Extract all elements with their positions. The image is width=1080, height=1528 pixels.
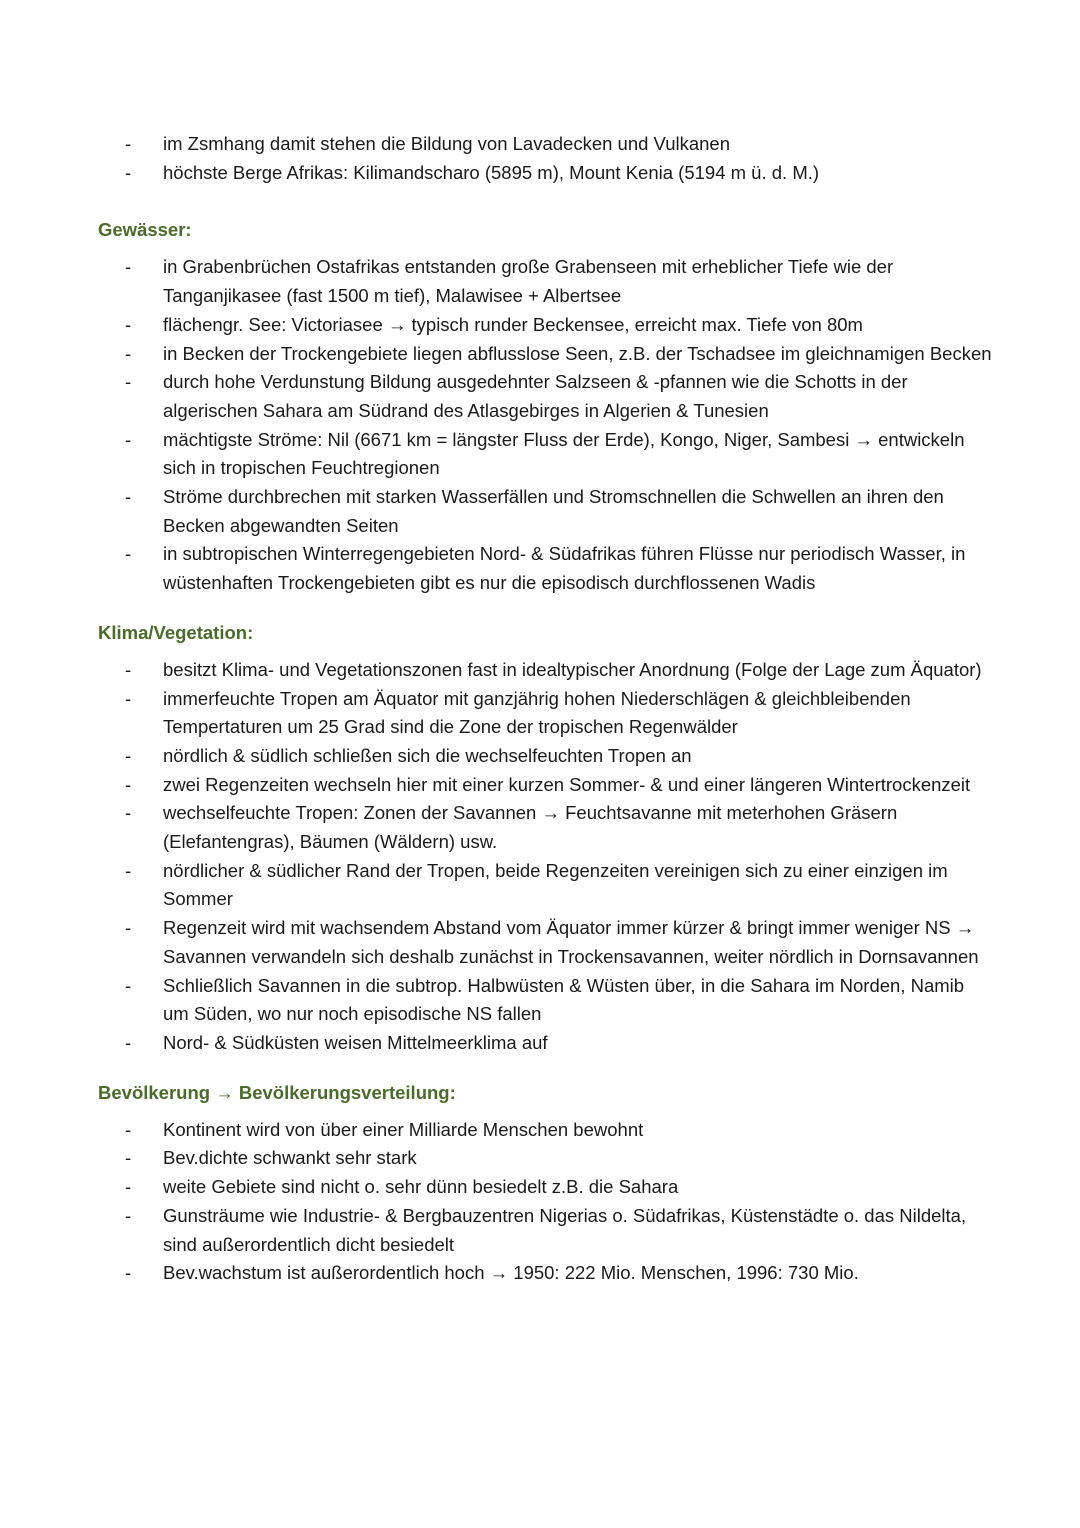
list-item bbox=[125, 799, 993, 856]
bullet-dash: - bbox=[125, 773, 132, 795]
bullet-dash: - bbox=[125, 1204, 132, 1226]
bullet-dash: - bbox=[125, 428, 132, 450]
list-item-text: Nord- & Südküsten weisen Mittelmeerklima auf bbox=[163, 1031, 548, 1053]
list-item-text: wechselfeuchte Tropen: Zonen der Savannen → Feuchtsavanne mit meterhohen Gräsern (Elefantengras), Bäumen (Wäldern) usw. bbox=[163, 802, 898, 853]
list-item bbox=[125, 253, 993, 310]
section-intro bbox=[0, 130, 1080, 187]
list-item bbox=[125, 1259, 993, 1288]
list-item-text: zwei Regenzeiten wechseln hier mit einer kurzen Sommer- & und einer längeren Wintertrockenzeit bbox=[163, 773, 971, 795]
bullet-list-intro bbox=[0, 130, 1080, 187]
list-item-text: mächtigste Ströme: Nil (6671 km = längster Fluss der Erde), Kongo, Niger, Sambesi → entwickeln sich in tropischen Feuchtregionen bbox=[163, 428, 965, 479]
list-item bbox=[125, 914, 993, 971]
section-gewaesser bbox=[0, 207, 1080, 597]
list-item bbox=[125, 742, 993, 771]
bullet-dash: - bbox=[125, 687, 132, 709]
list-item bbox=[125, 159, 993, 188]
list-item bbox=[125, 656, 993, 685]
list-item-text: höchste Berge Afrikas: Kilimandscharo (5895 m), Mount Kenia (5194 m ü. d. M.) bbox=[163, 161, 820, 183]
list-item bbox=[125, 972, 993, 1029]
list-item-text: in Grabenbrüchen Ostafrikas entstanden große Grabenseen mit erheblicher Tiefe wie der Tanganjikasee (fast 1500 m tief), Malawisee + Albertsee bbox=[163, 256, 894, 307]
list-item-text: in Becken der Trockengebiete liegen abflusslose Seen, z.B. der Tschadsee im gleichnamigen Becken bbox=[163, 342, 992, 364]
list-item-text: in subtropischen Winterregengebieten Nord- & Südafrikas führen Flüsse nur periodisch Wasser, in wüstenhaften Trockengebieten gibt es nur die episodisch durchflossenen Wadis bbox=[163, 543, 966, 594]
list-item-text: weite Gebiete sind nicht o. sehr dünn besiedelt z.B. die Sahara bbox=[163, 1176, 679, 1198]
bullet-dash: - bbox=[125, 1262, 132, 1284]
list-item-text: besitzt Klima- und Vegetationszonen fast in idealtypischer Anordnung (Folge der Lage zum Äquator) bbox=[163, 658, 982, 680]
bullet-dash: - bbox=[125, 313, 132, 335]
bullet-dash: - bbox=[125, 744, 132, 766]
bullet-dash: - bbox=[125, 802, 132, 824]
list-item bbox=[125, 311, 993, 340]
list-item bbox=[125, 340, 993, 369]
list-item bbox=[125, 1202, 993, 1259]
list-item bbox=[125, 857, 993, 914]
list-item bbox=[125, 426, 993, 483]
list-item bbox=[125, 1144, 993, 1173]
bullet-dash: - bbox=[125, 1176, 132, 1198]
list-item-text: Kontinent wird von über einer Milliarde Menschen bewohnt bbox=[163, 1118, 644, 1140]
bullet-dash: - bbox=[125, 658, 132, 680]
bullet-dash: - bbox=[125, 161, 132, 183]
list-item-text: immerfeuchte Tropen am Äquator mit ganzjährig hohen Niederschlägen & gleichbleibenden Tempertaturen um 25 Grad sind die Zone der tropischen Regenwälder bbox=[163, 687, 911, 738]
bullet-dash: - bbox=[125, 974, 132, 996]
bullet-dash: - bbox=[125, 543, 132, 565]
bullet-dash: - bbox=[125, 859, 132, 881]
bullet-list-gewaesser bbox=[0, 253, 1080, 597]
list-item bbox=[125, 1116, 993, 1145]
list-item bbox=[125, 1173, 993, 1202]
bullet-list-klima-vegetation bbox=[0, 656, 1080, 1058]
list-item bbox=[125, 771, 993, 800]
section-heading-klima-vegetation: Klima/Vegetation: bbox=[98, 621, 254, 643]
section-bevoelkerung bbox=[0, 1070, 1080, 1288]
list-item-text: Gunsträume wie Industrie- & Bergbauzentren Nigerias o. Südafrikas, Küstenstädte o. das Nildelta, sind außerordentlich dicht besiedelt bbox=[163, 1204, 967, 1255]
list-item-text: Schließlich Savannen in die subtrop. Halbwüsten & Wüsten über, in die Sahara im Norden, Namib um Süden, wo nur noch episodische NS fallen bbox=[163, 974, 965, 1025]
section-heading-bevoelkerung: Bevölkerung → Bevölkerungsverteilung: bbox=[98, 1081, 456, 1103]
list-item-text: Bev.dichte schwankt sehr stark bbox=[163, 1147, 417, 1169]
bullet-dash: - bbox=[125, 133, 132, 154]
section-klima-vegetation bbox=[0, 610, 1080, 1058]
list-item-text: nördlich & südlich schließen sich die wechselfeuchten Tropen an bbox=[163, 744, 692, 766]
list-item bbox=[125, 368, 993, 425]
bullet-dash: - bbox=[125, 486, 132, 508]
list-item bbox=[125, 685, 993, 742]
bullet-dash: - bbox=[125, 371, 132, 393]
bullet-dash: - bbox=[125, 1031, 132, 1053]
bullet-dash: - bbox=[125, 1118, 132, 1140]
list-item bbox=[125, 1029, 993, 1058]
document-page bbox=[0, 130, 1080, 1300]
list-item-text: durch hohe Verdunstung Bildung ausgedehnter Salzseen & -pfannen wie die Schotts in der algerischen Sahara am Südrand des Atlasgebirges in Algerien & Tunesien bbox=[163, 371, 908, 421]
bullet-dash: - bbox=[125, 1147, 132, 1169]
list-item bbox=[125, 483, 993, 540]
list-item bbox=[125, 540, 993, 597]
list-item-text: Regenzeit wird mit wachsendem Abstand vom Äquator immer kürzer & bringt immer weniger NS → Savannen verwandeln sich deshalb zunächst in Trockensavannen, weiter nördlich in Dornsavannen bbox=[163, 917, 979, 967]
section-heading-gewaesser: Gewässer: bbox=[98, 219, 192, 241]
list-item-text: flächengr. See: Victoriasee → typisch runder Beckensee, erreicht max. Tiefe von 80m bbox=[163, 313, 863, 335]
bullet-dash: - bbox=[125, 256, 132, 278]
list-item-text: Ströme durchbrechen mit starken Wasserfällen und Stromschnellen die Schwellen an ihren den Becken abgewandten Seiten bbox=[163, 486, 944, 536]
bullet-dash: - bbox=[125, 917, 132, 939]
list-item bbox=[125, 130, 993, 159]
list-item-text: nördlicher & südlicher Rand der Tropen, beide Regenzeiten vereinigen sich zu einer einzigen im Sommer bbox=[163, 859, 948, 910]
list-item-text: Bev.wachstum ist außerordentlich hoch → 1950: 222 Mio. Menschen, 1996: 730 Mio. bbox=[163, 1262, 859, 1284]
list-item-text: im Zsmhang damit stehen die Bildung von Lavadecken und Vulkanen bbox=[163, 133, 731, 154]
bullet-dash: - bbox=[125, 342, 132, 364]
bullet-list-bevoelkerung bbox=[0, 1116, 1080, 1288]
